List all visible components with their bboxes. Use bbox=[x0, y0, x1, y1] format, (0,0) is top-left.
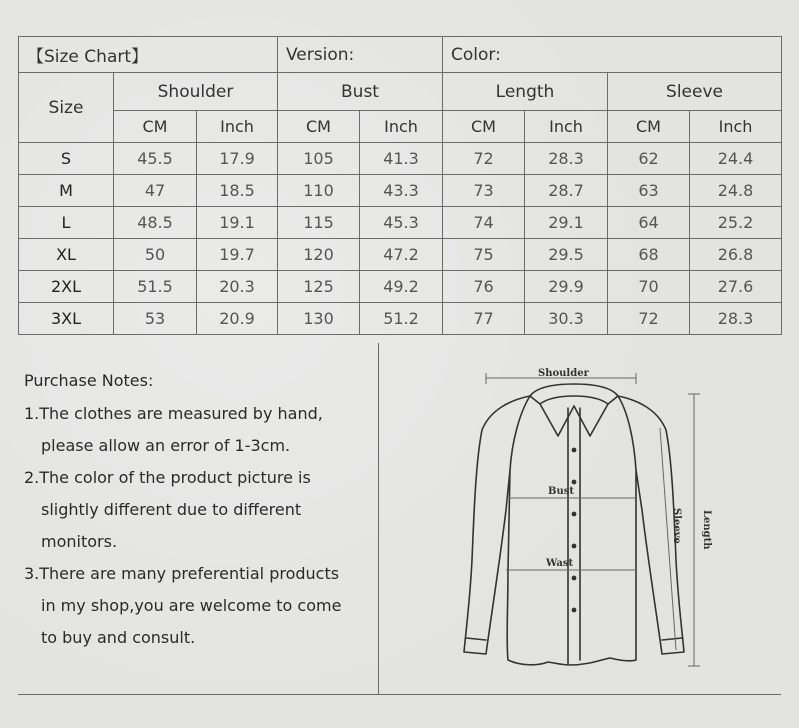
value-cell: 76 bbox=[443, 271, 525, 303]
size-cell: XL bbox=[19, 239, 114, 271]
value-cell: 28.3 bbox=[525, 143, 608, 175]
value-cell: 29.1 bbox=[525, 207, 608, 239]
shoulder-header: Shoulder bbox=[114, 73, 278, 111]
table-row bbox=[19, 271, 782, 303]
value-cell: 30.3 bbox=[525, 303, 608, 335]
value-cell: 125 bbox=[278, 271, 360, 303]
value-cell: 74 bbox=[443, 207, 525, 239]
value-cell: 24.8 bbox=[690, 175, 782, 207]
note-line: to buy and consult. bbox=[41, 628, 196, 647]
group-header-row bbox=[19, 73, 782, 111]
value-cell: 47.2 bbox=[360, 239, 443, 271]
table-row bbox=[19, 175, 782, 207]
value-cell: 68 bbox=[608, 239, 690, 271]
value-cell: 29.9 bbox=[525, 271, 608, 303]
bust-label: Bust bbox=[548, 486, 574, 497]
value-cell: 20.9 bbox=[197, 303, 278, 335]
shirt-outline bbox=[464, 396, 684, 665]
value-cell: 105 bbox=[278, 143, 360, 175]
value-cell: 63 bbox=[608, 175, 690, 207]
sleeve-header: Sleeve bbox=[608, 73, 782, 111]
value-cell: 115 bbox=[278, 207, 360, 239]
size-cell: 2XL bbox=[19, 271, 114, 303]
value-cell: 28.7 bbox=[525, 175, 608, 207]
shirt-collar bbox=[530, 384, 618, 404]
size-chart-title: 【Size Chart】 bbox=[19, 37, 278, 73]
waist-label: Wast bbox=[546, 558, 574, 569]
shoulder-label: Shoulder bbox=[538, 368, 589, 379]
value-cell: 18.5 bbox=[197, 175, 278, 207]
value-cell: 41.3 bbox=[360, 143, 443, 175]
value-cell: 130 bbox=[278, 303, 360, 335]
value-cell: 120 bbox=[278, 239, 360, 271]
value-cell: 62 bbox=[608, 143, 690, 175]
table-row bbox=[19, 303, 782, 335]
unit-header: CM bbox=[443, 111, 525, 143]
unit-header: Inch bbox=[690, 111, 782, 143]
shirt-buttons bbox=[572, 448, 577, 613]
value-cell: 48.5 bbox=[114, 207, 197, 239]
table-row bbox=[19, 239, 782, 271]
shirt-measurement-diagram bbox=[450, 360, 750, 680]
value-cell: 47 bbox=[114, 175, 197, 207]
value-cell: 19.1 bbox=[197, 207, 278, 239]
value-cell: 110 bbox=[278, 175, 360, 207]
purchase-notes bbox=[24, 366, 369, 654]
size-cell: S bbox=[19, 143, 114, 175]
unit-header: Inch bbox=[525, 111, 608, 143]
size-cell: M bbox=[19, 175, 114, 207]
value-cell: 49.2 bbox=[360, 271, 443, 303]
note-line: please allow an error of 1-3cm. bbox=[41, 436, 291, 455]
value-cell: 45.3 bbox=[360, 207, 443, 239]
value-cell: 51.2 bbox=[360, 303, 443, 335]
value-cell: 43.3 bbox=[360, 175, 443, 207]
size-column-header: Size bbox=[19, 73, 114, 143]
value-cell: 28.3 bbox=[690, 303, 782, 335]
unit-header: CM bbox=[278, 111, 360, 143]
note-line: 1.The clothes are measured by hand, bbox=[24, 404, 323, 423]
value-cell: 27.6 bbox=[690, 271, 782, 303]
unit-header-row bbox=[19, 111, 782, 143]
value-cell: 51.5 bbox=[114, 271, 197, 303]
header-row bbox=[19, 37, 782, 73]
note-line: monitors. bbox=[41, 532, 118, 551]
note-line: slightly different due to different bbox=[41, 500, 302, 519]
value-cell: 75 bbox=[443, 239, 525, 271]
sleeve-label: Sleeve bbox=[671, 508, 682, 544]
value-cell: 72 bbox=[443, 143, 525, 175]
size-cell: 3XL bbox=[19, 303, 114, 335]
unit-header: CM bbox=[608, 111, 690, 143]
length-label: Length bbox=[701, 510, 712, 550]
unit-header: Inch bbox=[360, 111, 443, 143]
version-label: Version: bbox=[278, 37, 443, 73]
value-cell: 53 bbox=[114, 303, 197, 335]
size-chart-table bbox=[18, 36, 782, 335]
value-cell: 45.5 bbox=[114, 143, 197, 175]
size-cell: L bbox=[19, 207, 114, 239]
value-cell: 29.5 bbox=[525, 239, 608, 271]
value-cell: 20.3 bbox=[197, 271, 278, 303]
value-cell: 19.7 bbox=[197, 239, 278, 271]
note-line: in my shop,you are welcome to come bbox=[41, 596, 342, 615]
purchase-notes-title: Purchase Notes: bbox=[24, 371, 154, 390]
value-cell: 72 bbox=[608, 303, 690, 335]
bottom-rule bbox=[18, 694, 781, 695]
length-header: Length bbox=[443, 73, 608, 111]
value-cell: 73 bbox=[443, 175, 525, 207]
table-row bbox=[19, 207, 782, 239]
value-cell: 17.9 bbox=[197, 143, 278, 175]
bust-header: Bust bbox=[278, 73, 443, 111]
unit-header: Inch bbox=[197, 111, 278, 143]
measurement-lines bbox=[486, 373, 700, 666]
value-cell: 50 bbox=[114, 239, 197, 271]
shirt-illustration bbox=[450, 360, 750, 680]
value-cell: 77 bbox=[443, 303, 525, 335]
value-cell: 26.8 bbox=[690, 239, 782, 271]
note-line: 2.The color of the product picture is bbox=[24, 468, 311, 487]
note-line: 3.There are many preferential products bbox=[24, 564, 340, 583]
color-label: Color: bbox=[443, 37, 782, 73]
table-row bbox=[19, 143, 782, 175]
value-cell: 64 bbox=[608, 207, 690, 239]
value-cell: 24.4 bbox=[690, 143, 782, 175]
section-divider bbox=[378, 343, 379, 694]
unit-header: CM bbox=[114, 111, 197, 143]
value-cell: 70 bbox=[608, 271, 690, 303]
value-cell: 25.2 bbox=[690, 207, 782, 239]
